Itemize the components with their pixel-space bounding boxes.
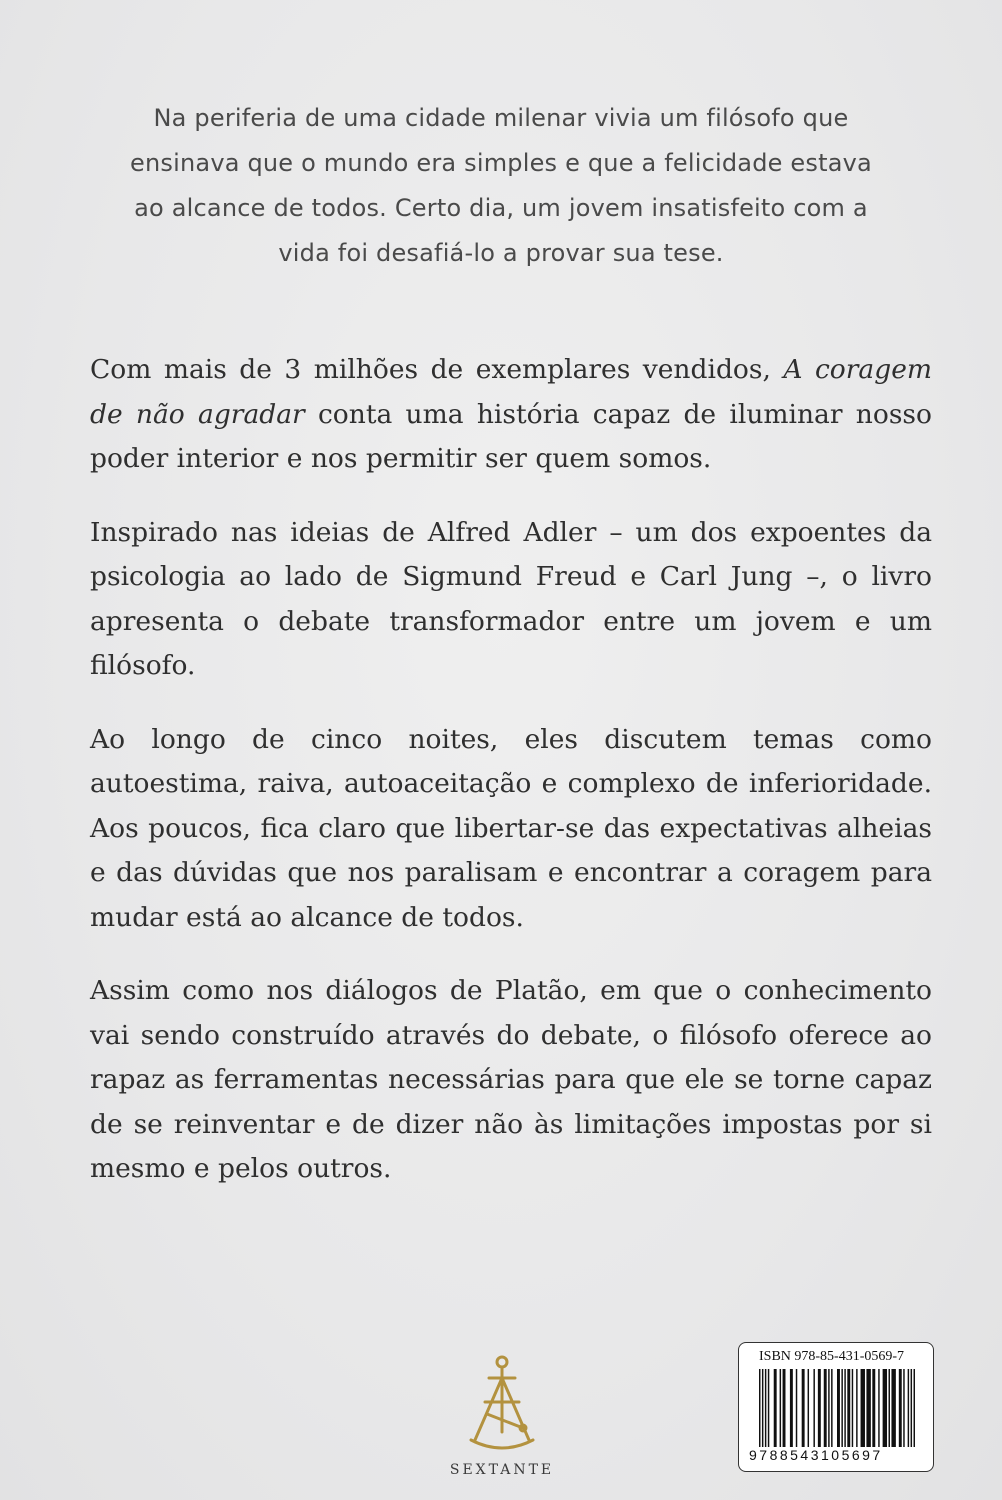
- barcode-bar: [780, 1369, 781, 1447]
- barcode-bar: [813, 1369, 814, 1447]
- barcode-bar: [911, 1369, 912, 1447]
- barcode-bar: [847, 1369, 850, 1447]
- barcode-bar: [765, 1369, 766, 1447]
- barcode-bar: [818, 1369, 821, 1447]
- barcode-bar: [824, 1369, 827, 1447]
- intro-line: Na periferia de uma cidade milenar vivia um filósofo que: [153, 104, 849, 132]
- barcode-bar: [872, 1369, 875, 1447]
- paragraph-sales: [90, 348, 932, 482]
- paragraph-sales-pre: Com mais de 3 milhões de exemplares vendidos,: [90, 354, 784, 385]
- barcode-bar: [844, 1369, 845, 1447]
- intro-line: vida foi desafiá-lo a provar sua tese.: [278, 239, 724, 267]
- paragraph-adler: Inspirado nas ideias de Alfred Adler – um dos expoentes da psicologia ao lado de Sigmund Freud e Carl Jung –, o livro apresenta o debate transformador entre um jovem e um filósofo.: [90, 516, 932, 681]
- barcode-bar: [762, 1369, 763, 1447]
- intro-line: ao alcance de todos. Certo dia, um jovem insatisfeito com a: [134, 194, 868, 222]
- barcode-bar: [783, 1369, 786, 1447]
- barcode-bar: [774, 1369, 777, 1447]
- paragraph-nights: Ao longo de cinco noites, eles discutem temas como autoestima, raiva, autoaceitação e complexo de inferioridade. Aos poucos, fica claro que libertar-se das expectativas alheias e das dúvidas que nos paralisam e encontrar a coragem para mudar está ao alcance de todos.: [90, 723, 932, 933]
- paragraph-sales-post: conta uma história capaz de iluminar nosso poder interior e nos permitir ser quem somos.: [90, 398, 932, 474]
- barcode-bar: [878, 1369, 879, 1447]
- barcode-bar: [768, 1369, 769, 1447]
- barcode-bar: [914, 1369, 915, 1447]
- barcode-bar: [808, 1369, 809, 1447]
- description: [90, 348, 932, 1221]
- barcode-bar: [828, 1369, 829, 1447]
- barcode-bar: [790, 1369, 793, 1447]
- barcode-bar: [759, 1369, 760, 1447]
- barcode-bar: [889, 1369, 890, 1447]
- barcode-bar: [903, 1369, 904, 1447]
- intro-line: ensinava que o mundo era simples e que a felicidade estava: [130, 149, 872, 177]
- barcode-bars: [759, 1369, 915, 1447]
- barcode-bar: [796, 1369, 797, 1447]
- intro-blurb: [100, 96, 902, 276]
- barcode-bar: [831, 1369, 832, 1447]
- barcode-bar: [837, 1369, 840, 1447]
- barcode-bar: [802, 1369, 805, 1447]
- barcode-digits: 9788543105697: [749, 1447, 883, 1463]
- barcode-bar: [856, 1369, 857, 1447]
- barcode-bar: [899, 1369, 902, 1447]
- barcode-bar: [891, 1369, 895, 1447]
- sextant-icon: [457, 1352, 547, 1460]
- isbn-label: ISBN 978-85-431-0569-7: [759, 1349, 905, 1364]
- barcode-bar: [866, 1369, 870, 1447]
- barcode-bar: [908, 1369, 909, 1447]
- barcode-bar: [883, 1369, 887, 1447]
- barcode-bar: [861, 1369, 865, 1447]
- book-title: A coragem de não agradar: [90, 354, 932, 430]
- publisher-name: SEXTANTE: [449, 1462, 555, 1478]
- publisher-logo: [442, 1352, 562, 1487]
- isbn-barcode: [738, 1342, 934, 1472]
- barcode-bar: [841, 1369, 842, 1447]
- paragraph-platao: Assim como nos diálogos de Platão, em que o conhecimento vai sendo construído através do debate, o filósofo oferece ao rapaz as ferramentas necessárias para que ele se torne capaz de se reinventar e de dizer não às limitações impostas por si mesmo e pelos outros.: [90, 975, 932, 1184]
- barcode-bar: [852, 1369, 853, 1447]
